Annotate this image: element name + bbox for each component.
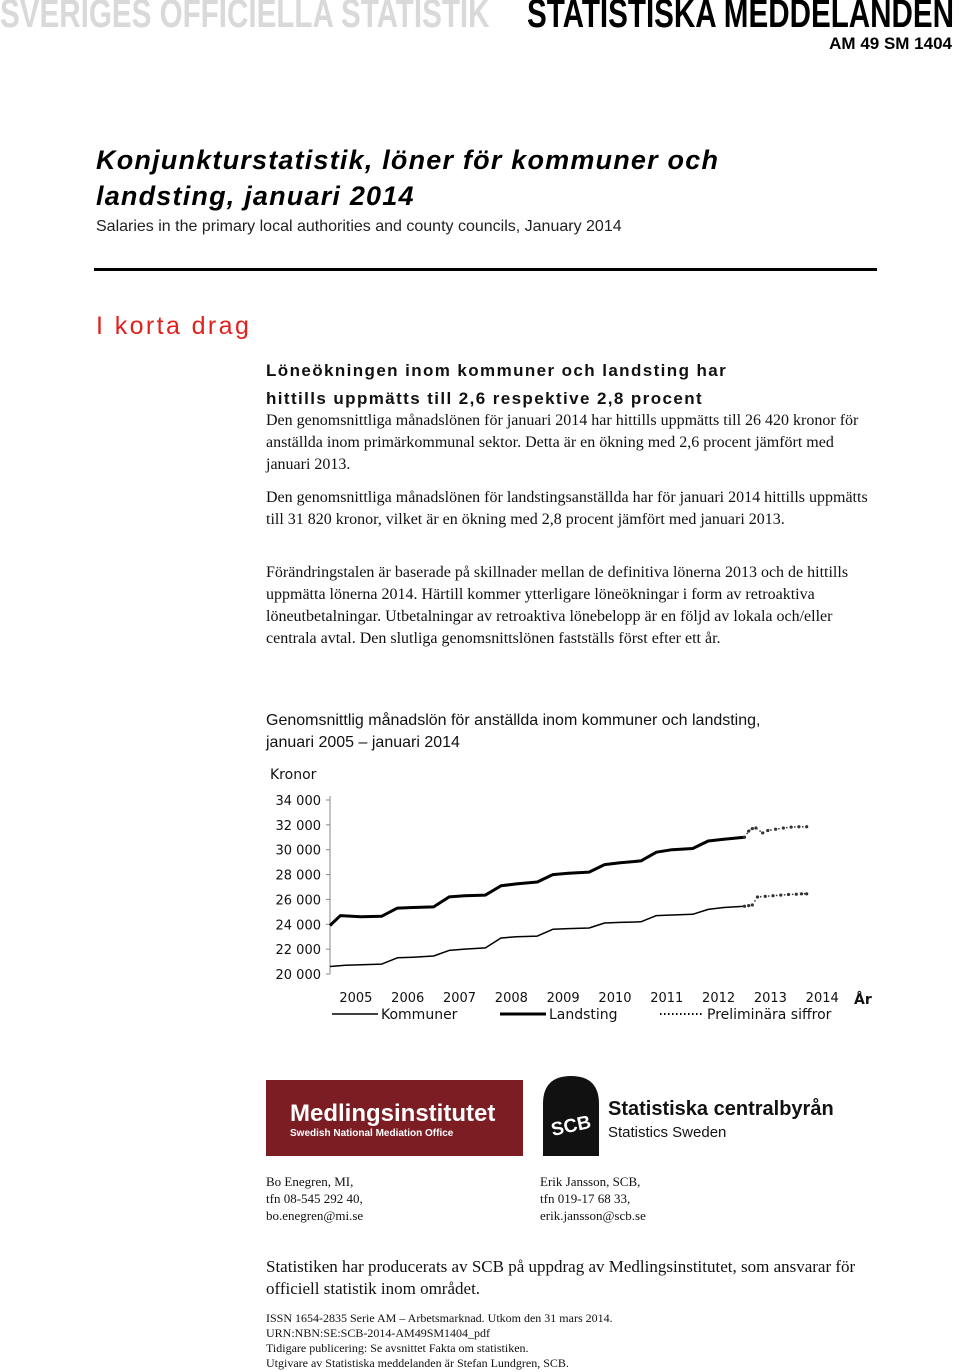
preliminary-data-point [756, 895, 759, 898]
summary-paragraph-1: Den genomsnittliga månadslönen för januari 2014 har hittills uppmätts till 26 420 kronor för anställda inom primärkommunal sektor. Detta är en ökning med 2,6 procent jämfört med januari 2013. [266, 412, 859, 473]
y-axis [276, 794, 331, 983]
summary-lead [266, 357, 866, 413]
report-title-line2: landsting, januari 2014 [96, 181, 415, 211]
preliminary-data-point [797, 825, 800, 828]
title-divider [94, 268, 877, 271]
series-name-statistical-reports: STATISTISKA MEDDELANDEN [526, 0, 954, 36]
preliminary-data-point [766, 829, 769, 832]
x-tick-label: 2005 [339, 991, 373, 1006]
summary-lead-line1: Löneökningen inom kommuner och landsting har [266, 361, 728, 380]
preliminary-data-point [747, 904, 750, 907]
preliminary-data-point [779, 893, 782, 896]
salary-line-chart [250, 755, 890, 1035]
preliminary-data-point [761, 831, 764, 834]
series-name-official-statistics: SVERIGES OFFICIELLA STATISTIK [0, 0, 490, 36]
preliminary-data-point [805, 892, 808, 895]
y-tick-label: 22 000 [275, 943, 321, 959]
report-code: AM 49 SM 1404 [829, 34, 952, 53]
preliminary-data-point [795, 893, 798, 896]
preliminary-data-point [743, 905, 746, 908]
publication-footer [266, 1311, 906, 1371]
y-tick-label: 30 000 [275, 843, 321, 859]
contact-scb-phone: tfn 019-17 68 33, [540, 1191, 631, 1206]
preliminary-data-point [787, 893, 790, 896]
scb-logo-name: Statistiska centralbyrån [608, 1098, 834, 1120]
landsting-series-line [330, 837, 745, 925]
preliminary-series-line [745, 894, 807, 907]
x-tick-label: 2007 [442, 991, 477, 1006]
preliminary-data-point [790, 825, 793, 828]
legend-label: Landsting [549, 1007, 618, 1023]
contact-mi-email[interactable]: bo.enegren@mi.se [266, 1208, 364, 1223]
scb-logo-mark-text: SCB [549, 1112, 593, 1141]
chart-legend [332, 1007, 832, 1023]
x-tick-label: 2010 [598, 991, 632, 1006]
preliminary-data-point [771, 894, 774, 897]
x-tick-label: 2009 [546, 991, 580, 1006]
x-axis [339, 991, 838, 1006]
summary-paragraph-3: Förändringstalen är baserade på skillnader mellan de definitiva lönerna 2013 och de hittills uppmätta lönerna 2014. Härtill kommer ytterligare löneökningar i form av retroaktiva löneutbetalningar. Utbetalningar av retroaktiva lönebelopp är en följd av lokala och/eller centrala avtal. Den slutliga genomsnittslönen fastställs först efter ett år. [266, 564, 849, 647]
preliminary-data-point [747, 829, 750, 832]
contact-scb-email[interactable]: erik.jansson@scb.se [540, 1208, 646, 1223]
producer-note: Statistiken har producerats av SCB på uppdrag av Medlingsinstitutet, som ansvarar för officiell statistik inom området. [266, 1257, 856, 1298]
summary-lead-line2: hittills uppmätts till 2,6 respektive 2,8 procent [266, 389, 704, 408]
preliminary-data-point [782, 826, 785, 829]
summary-paragraph-2: Den genomsnittliga månadslönen för landstingsanställda har för januari 2014 hittills uppmätts till 31 820 kronor, vilket är en ökning med 2,8 procent jämfört med januari 2013. [266, 489, 868, 528]
y-axis-label: Kronor [270, 767, 317, 783]
preliminary-data-point [805, 825, 808, 828]
footer-publisher: Utgivare av Statistiska meddelanden är Stefan Lundgren, SCB. [266, 1356, 569, 1370]
y-tick-label: 32 000 [275, 818, 321, 834]
report-title [96, 142, 856, 214]
x-axis-label: År [854, 992, 872, 1008]
preliminary-data-point [754, 826, 757, 829]
mi-logo-name: Medlingsinstitutet [290, 1100, 496, 1127]
x-tick-label: 2014 [805, 991, 839, 1006]
preliminary-data-point [774, 828, 777, 831]
scb-logo-subtitle: Statistics Sweden [608, 1124, 727, 1141]
y-tick-label: 24 000 [275, 918, 321, 934]
legend-label: Preliminära siffror [707, 1007, 832, 1023]
contact-scb [540, 1173, 646, 1224]
chart-title: Genomsnittlig månadslön för anställda inom kommuner och landsting, januari 2005 – januari 2014 [266, 712, 761, 751]
contact-mi [266, 1173, 363, 1224]
footer-issn: ISSN 1654-2835 Serie AM – Arbetsmarknad. Utkom den 31 mars 2014. [266, 1311, 613, 1325]
contact-scb-name: Erik Jansson, SCB, [540, 1174, 641, 1189]
kommuner-series-line [330, 906, 745, 966]
footer-previous-publication: Tidigare publicering: Se avsnittet Fakta om statistiken. [266, 1341, 529, 1355]
y-tick-label: 34 000 [275, 794, 321, 809]
report-title-line1: Konjunkturstatistik, löner för kommuner och [96, 145, 720, 175]
section-heading: I korta drag [96, 312, 252, 340]
x-tick-label: 2008 [494, 991, 528, 1006]
x-tick-label: 2013 [753, 991, 787, 1006]
y-tick-label: 20 000 [275, 968, 321, 983]
medlingsinstitutet-logo [266, 1080, 523, 1156]
series-layer [330, 825, 808, 966]
contact-mi-phone: tfn 08-545 292 40, [266, 1191, 363, 1206]
y-tick-label: 26 000 [275, 893, 321, 909]
preliminary-data-point [800, 892, 803, 895]
y-tick-label: 28 000 [275, 868, 321, 884]
preliminary-data-point [764, 895, 767, 898]
x-tick-label: 2012 [702, 991, 736, 1006]
legend-label: Kommuner [381, 1007, 458, 1023]
scb-logo-mark [541, 1074, 601, 1158]
footer-urn: URN:NBN:SE:SCB-2014-AM49SM1404_pdf [266, 1326, 491, 1340]
preliminary-data-point [751, 903, 754, 906]
mi-logo-subtitle: Swedish National Mediation Office [290, 1128, 454, 1139]
report-title-english: Salaries in the primary local authorities and county councils, January 2014 [96, 218, 622, 235]
preliminary-data-point [751, 827, 754, 830]
preliminary-data-point [743, 836, 746, 839]
x-tick-label: 2006 [391, 991, 425, 1006]
x-tick-label: 2011 [650, 991, 684, 1006]
contact-mi-name: Bo Enegren, MI, [266, 1174, 354, 1189]
